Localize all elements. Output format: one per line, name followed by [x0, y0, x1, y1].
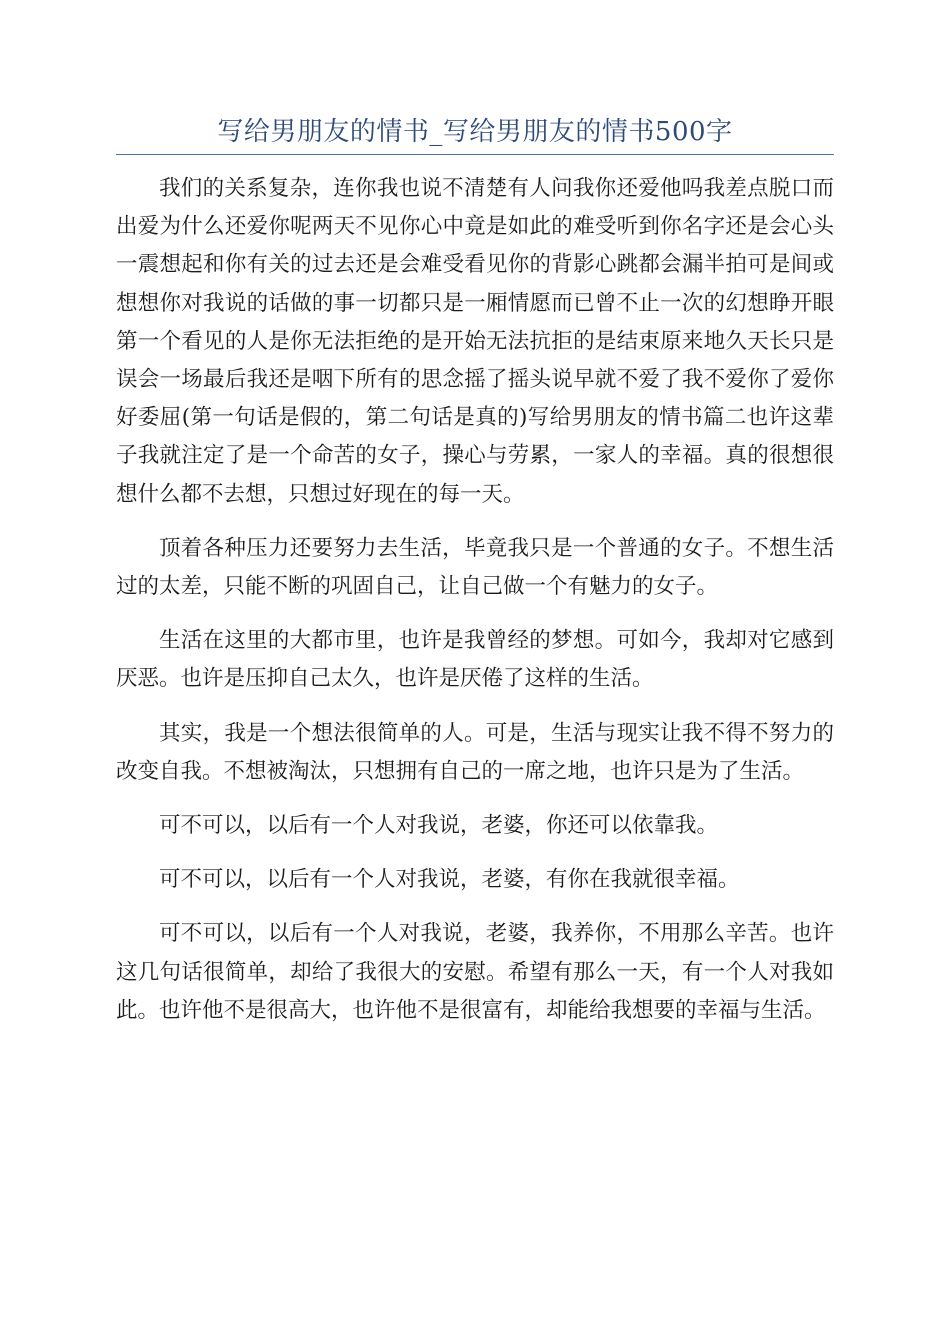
paragraph-3: 生活在这里的大都市里，也许是我曾经的梦想。可如今，我却对它感到厌恶。也许是压抑自己太久，也许是厌倦了这样的生活。	[116, 628, 834, 692]
paragraph-7: 可不可以，以后有一个人对我说，老婆，我养你，不用那么辛苦。也许这几句话很简单，却给了我很大的安慰。希望有那么一天，有一个人对我如此。也许他不是很高大，也许他不是很富有，却能给我想要的幸福与生活。	[116, 921, 834, 1023]
paragraph-5: 可不可以，以后有一个人对我说，老婆，你还可以依靠我。	[159, 813, 719, 839]
document-body	[116, 170, 834, 1046]
title-underline	[116, 154, 834, 155]
paragraph-2: 顶着各种压力还要努力去生活，毕竟我只是一个普通的女子。不想生活过的太差，只能不断的巩固自己，让自己做一个有魅力的女子。	[116, 535, 834, 600]
paragraph-4: 其实，我是一个想法很简单的人。可是，生活与现实让我不得不努力的改变自我。不想被淘汰，只想拥有自己的一席之地，也许只是为了生活。	[116, 720, 834, 784]
paragraph-1: 我们的关系复杂，连你我也说不清楚有人问我你还爱他吗我差点脱口而出爱为什么还爱你呢两天不见你心中竟是如此的难受听到你名字还是会心头一震想起和你有关的过去还是会难受看见你的背影心跳都会漏半拍可是间或想想你对我说的话做的事一切都只是一厢情愿而已曾不止一次的幻想睁开眼第一个看见的人是你无法拒绝的是开始无法抗拒的是结束原来地久天长只是误会一场最后我还是咽下所有的思念摇了摇头说早就不爱了我不爱你了爱你好委屈(第一句话是假的，第二句话是真的)写给男朋友的情书篇二也许这辈子我就注定了是一个命苦的女子，操心与劳累，一家人的幸福。真的很想很想什么都不去想，只想过好现在的每一天。	[116, 176, 834, 507]
paragraph-6: 可不可以，以后有一个人对我说，老婆，有你在我就很幸福。	[159, 867, 740, 893]
document-title: 写给男朋友的情书_写给男朋友的情书500字	[217, 117, 733, 147]
